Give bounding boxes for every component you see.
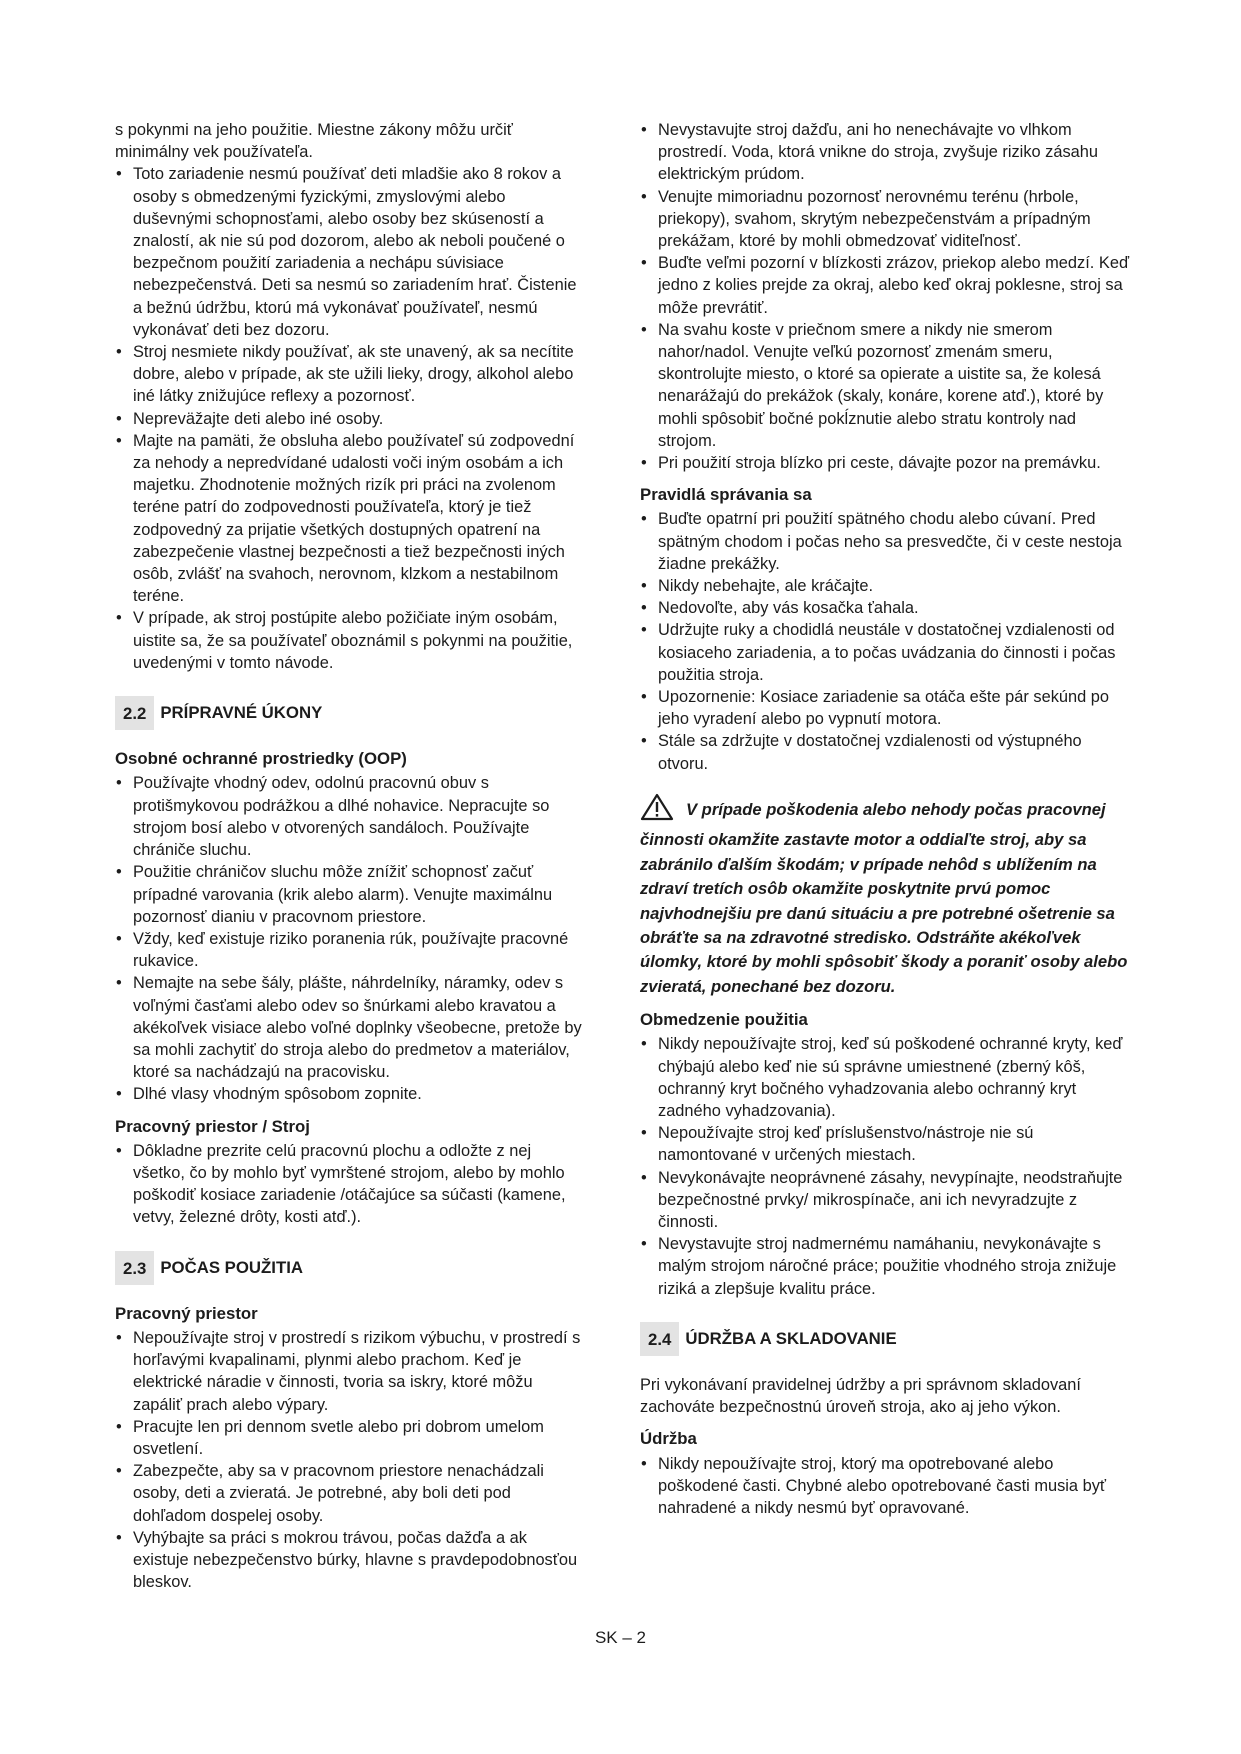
list-item: • Dlhé vlasy vhodným spôsobom zopnite. [115,1083,585,1105]
list-item: • Zabezpečte, aby sa v pracovnom priestore nenachádzali osoby, deti a zvieratá. Je potrebné, aby boli deti pod dohľadom dospelej osoby. [115,1460,585,1527]
list-item: • Upozornenie: Kosiace zariadenie sa otáča ešte pár sekúnd po jeho vyradení alebo po vypnutí motora. [640,686,1130,730]
warning-block [640,793,1130,999]
section-heading-2-3 [115,1251,585,1285]
maintenance-intro: Pri vykonávaní pravidelnej údržby a pri správnom skladovaní zachováte bezpečnostnú úroveň stroja, ako aj jeho výkon. [640,1375,1081,1417]
list-item: • Použitie chráničov sluchu môže znížiť schopnosť začuť prípadné varovania (krik alebo alarm). Venujte maximálnu pozornosť dianiu v pracovnom priestore. [115,861,585,928]
section-number: 2.2 [115,696,154,730]
rules-heading: Pravidlá správania sa [640,485,812,505]
list-item: • Toto zariadenie nesmú používať deti mladšie ako 8 rokov a osoby s obmedzenými fyzickými, zmyslovými alebo duševnými schopnosťami, alebo osoby bez skúseností a znalostí, ak nie sú pod dozorom, alebo ak neboli poučené o bezpečnom použití zariadenia a nechápu súvisiace nebezpečenstvá. Deti sa nesmú so zariadením hrať. Čistenie a bežnú údržbu, ktorú má vykonávať používateľ, nesmú vykonávať deti bez dozoru. [115,163,585,341]
list-item: • Nepreväžajte deti alebo iné osoby. [115,408,585,430]
limits-bullet-list [640,1033,1130,1299]
list-item: • Vždy, keď existuje riziko poranenia rúk, používajte pracovné rukavice. [115,928,585,972]
warning-text: V prípade poškodenia alebo nehody počas pracovnej činnosti okamžite zastavte motor a oddiaľte stroj, aby sa zabránilo ďalším škodám; v prípade nehôd s ublížením na zdraví tretích osôb okamžite poskytnite prvú pomoc najvhodnejšiu pre danú situáciu a pre potrebné ošetrenie sa obráťte sa na zdravotné stredisko. Odstráňte akékoľvek úlomky, ktoré by mohli spôsobiť škody a poraniť osoby alebo zvieratá, ponechané bez dozoru. [640,799,1128,996]
list-item: • Udržujte ruky a chodidlá neustále v dostatočnej vzdialenosti od kosiaceho zariadenia, a to počas uvádzania do činnosti i počas použitia stroja. [640,619,1130,686]
top-bullet-list [640,119,1130,474]
limits-heading: Obmedzenie použitia [640,1010,808,1030]
section-heading-2-2 [115,696,585,730]
list-item: • Nedovoľte, aby vás kosačka ťahala. [640,597,1130,619]
list-item: • Nikdy nepoužívajte stroj, ktorý ma opotrebované alebo poškodené časti. Chybné alebo opotrebované časti musia byť nahradené a nikdy nesmú byť opravované. [640,1453,1130,1520]
list-item: • Vyhýbajte sa práci s mokrou trávou, počas dažďa a ak existuje nebezpečenstvo búrky, hlavne s pravdepodobnosťou bleskov. [115,1527,585,1594]
section-number: 2.3 [115,1251,154,1285]
list-item: • Nevystavujte stroj dažďu, ani ho nenechávajte vo vlhkom prostredí. Voda, ktorá vnikne do stroja, zvyšuje riziko zásahu elektrickým prúdom. [640,119,1130,186]
list-item: • Na svahu koste v priečnom smere a nikdy nie smerom nahor/nadol. Venujte veľkú pozornosť zmenám smeru, skontrolujte miesto, o ktoré sa opierate a uistite sa, že kolesá nenarážajú do prekážok (skaly, konáre, korene atď.), ktoré by mohli spôsobiť bočné pokĺznutie alebo stratu kontroly nad strojom. [640,319,1130,452]
left-column [115,119,585,1593]
list-item: • Nikdy nepoužívajte stroj, keď sú poškodené ochranné kryty, keď chýbajú alebo keď nie sú správne umiestnené (zberný kôš, ochranný kryt bočného vyhadzovania alebo ochranný kryt zadného vyhadzovania). [640,1033,1130,1122]
page-number: SK – 2 [594,1628,647,1647]
workspace-machine-heading: Pracovný priestor / Stroj [115,1116,310,1136]
section-title: POČAS POUŽITIA [160,1257,303,1277]
intro-paragraph: s pokynmi na jeho použitie. Miestne zákony môžu určiť minimálny vek používateľa. [115,121,513,162]
workspace-machine-bullet-list [115,1140,585,1229]
list-item: • Pri použití stroja blízko pri ceste, dávajte pozor na premávku. [640,452,1130,474]
maintenance-heading: Údržba [640,1429,697,1449]
list-item: • Stále sa zdržujte v dostatočnej vzdialenosti od výstupného otvoru. [640,730,1130,774]
right-column [640,119,1130,1519]
section-number: 2.4 [640,1322,679,1356]
workspace-heading: Pracovný priestor [115,1303,258,1323]
list-item: • Používajte vhodný odev, odolnú pracovnú obuv s protišmykovou podrážkou a dlhé nohavice. Nepracujte so strojom bosí alebo v otvorených sandáloch. Používajte chrániče sluchu. [115,772,585,861]
oop-heading: Osobné ochranné prostriedky (OOP) [115,749,407,769]
workspace-bullet-list [115,1327,585,1593]
list-item: • Dôkladne prezrite celú pracovnú plochu a odložte z nej všetko, čo by mohlo byť vymrštené strojom, alebo by mohlo poškodiť kosiace zariadenie /otáčajúce sa súčasti (kamene, vetvy, železné drôty, kosti atď.). [115,1140,585,1229]
list-item: • Nikdy nebehajte, ale kráčajte. [640,575,1130,597]
list-item: • Pracujte len pri dennom svetle alebo pri dobrom umelom osvetlení. [115,1416,585,1460]
list-item: • Nepoužívajte stroj keď príslušenstvo/nástroje nie sú namontované v určených miestach. [640,1122,1130,1166]
list-item: • Stroj nesmiete nikdy používať, ak ste unavený, ak sa necítite dobre, alebo v prípade, ak ste užili lieky, drogy, alkohol alebo iné látky znižujúce reflexy a pozornosť. [115,341,585,408]
section-title: ÚDRŽBA A SKLADOVANIE [685,1328,897,1348]
list-item: • Buďte veľmi pozorní v blízkosti zrázov, priekop alebo medzí. Keď jedno z kolies prejde za okraj, alebo keď okraj poklesne, stroj sa môže prevrátiť. [640,252,1130,319]
intro-bullet-list [115,163,585,674]
list-item: • Nemajte na sebe šály, plášte, náhrdelníky, náramky, odev s voľnými časťami alebo odev so šnúrkami alebo kravatou a akékoľvek visiace alebo voľné doplnky všeobecne, pretože by sa mohli zachytiť do stroja alebo do predmetov a materiálov, ktoré sa nachádzajú na pracovisku. [115,972,585,1083]
oop-bullet-list [115,772,585,1105]
section-title: PRÍPRAVNÉ ÚKONY [160,703,323,723]
section-heading-2-4 [640,1322,1130,1356]
list-item: • Buďte opatrní pri použití spätného chodu alebo cúvaní. Pred spätným chodom i počas neho sa presvedčte, či v ceste nestoja žiadne prekážky. [640,508,1130,575]
warning-triangle-icon [640,793,674,828]
list-item: • Nevykonávajte neoprávnené zásahy, nevypínajte, neodstraňujte bezpečnostné prvky/ mikrospínače, ani ich nevyradzujte z činnosti. [640,1167,1130,1234]
list-item: • Venujte mimoriadnu pozornosť nerovnému terénu (hrbole, priekopy), svahom, skrytým nebezpečenstvám a prípadným prekážam, ktoré by mohli obmedzovať viditeľnosť. [640,186,1130,253]
rules-bullet-list [640,508,1130,774]
list-item: • Majte na pamäti, že obsluha alebo používateľ sú zodpovední za nehody a nepredvídané udalosti voči iným osobám a ich majetku. Zhodnotenie možných rizík pri práci na zvolenom teréne patrí do zodpovednosti používateľa, ktorý je tiež zodpovedný za prijatie všetkých dostupných opatrení na zabezpečenie vlastnej bezpečnosti a tiež bezpečnosti iných osôb, zvlášť na svahoch, nerovnom, klzkom a nestabilnom teréne. [115,430,585,608]
maintenance-bullet-list [640,1453,1130,1520]
list-item: • Nepoužívajte stroj v prostredí s rizikom výbuchu, v prostredí s horľavými kvapalinami, plynmi alebo prachom. Keď je elektrické náradie v činnosti, tvoria sa iskry, ktoré môžu zapáliť prach alebo výpary. [115,1327,585,1416]
list-item: • Nevystavujte stroj nadmernému namáhaniu, nevykonávajte s malým strojom náročné práce; použitie vhodného stroja znižuje riziká a zlepšuje kvalitu práce. [640,1233,1130,1300]
list-item: • V prípade, ak stroj postúpite alebo požičiate iným osobám, uistite sa, že sa používateľ oboznámil s pokynmi na použitie, uvedenými v tomto návode. [115,607,585,674]
